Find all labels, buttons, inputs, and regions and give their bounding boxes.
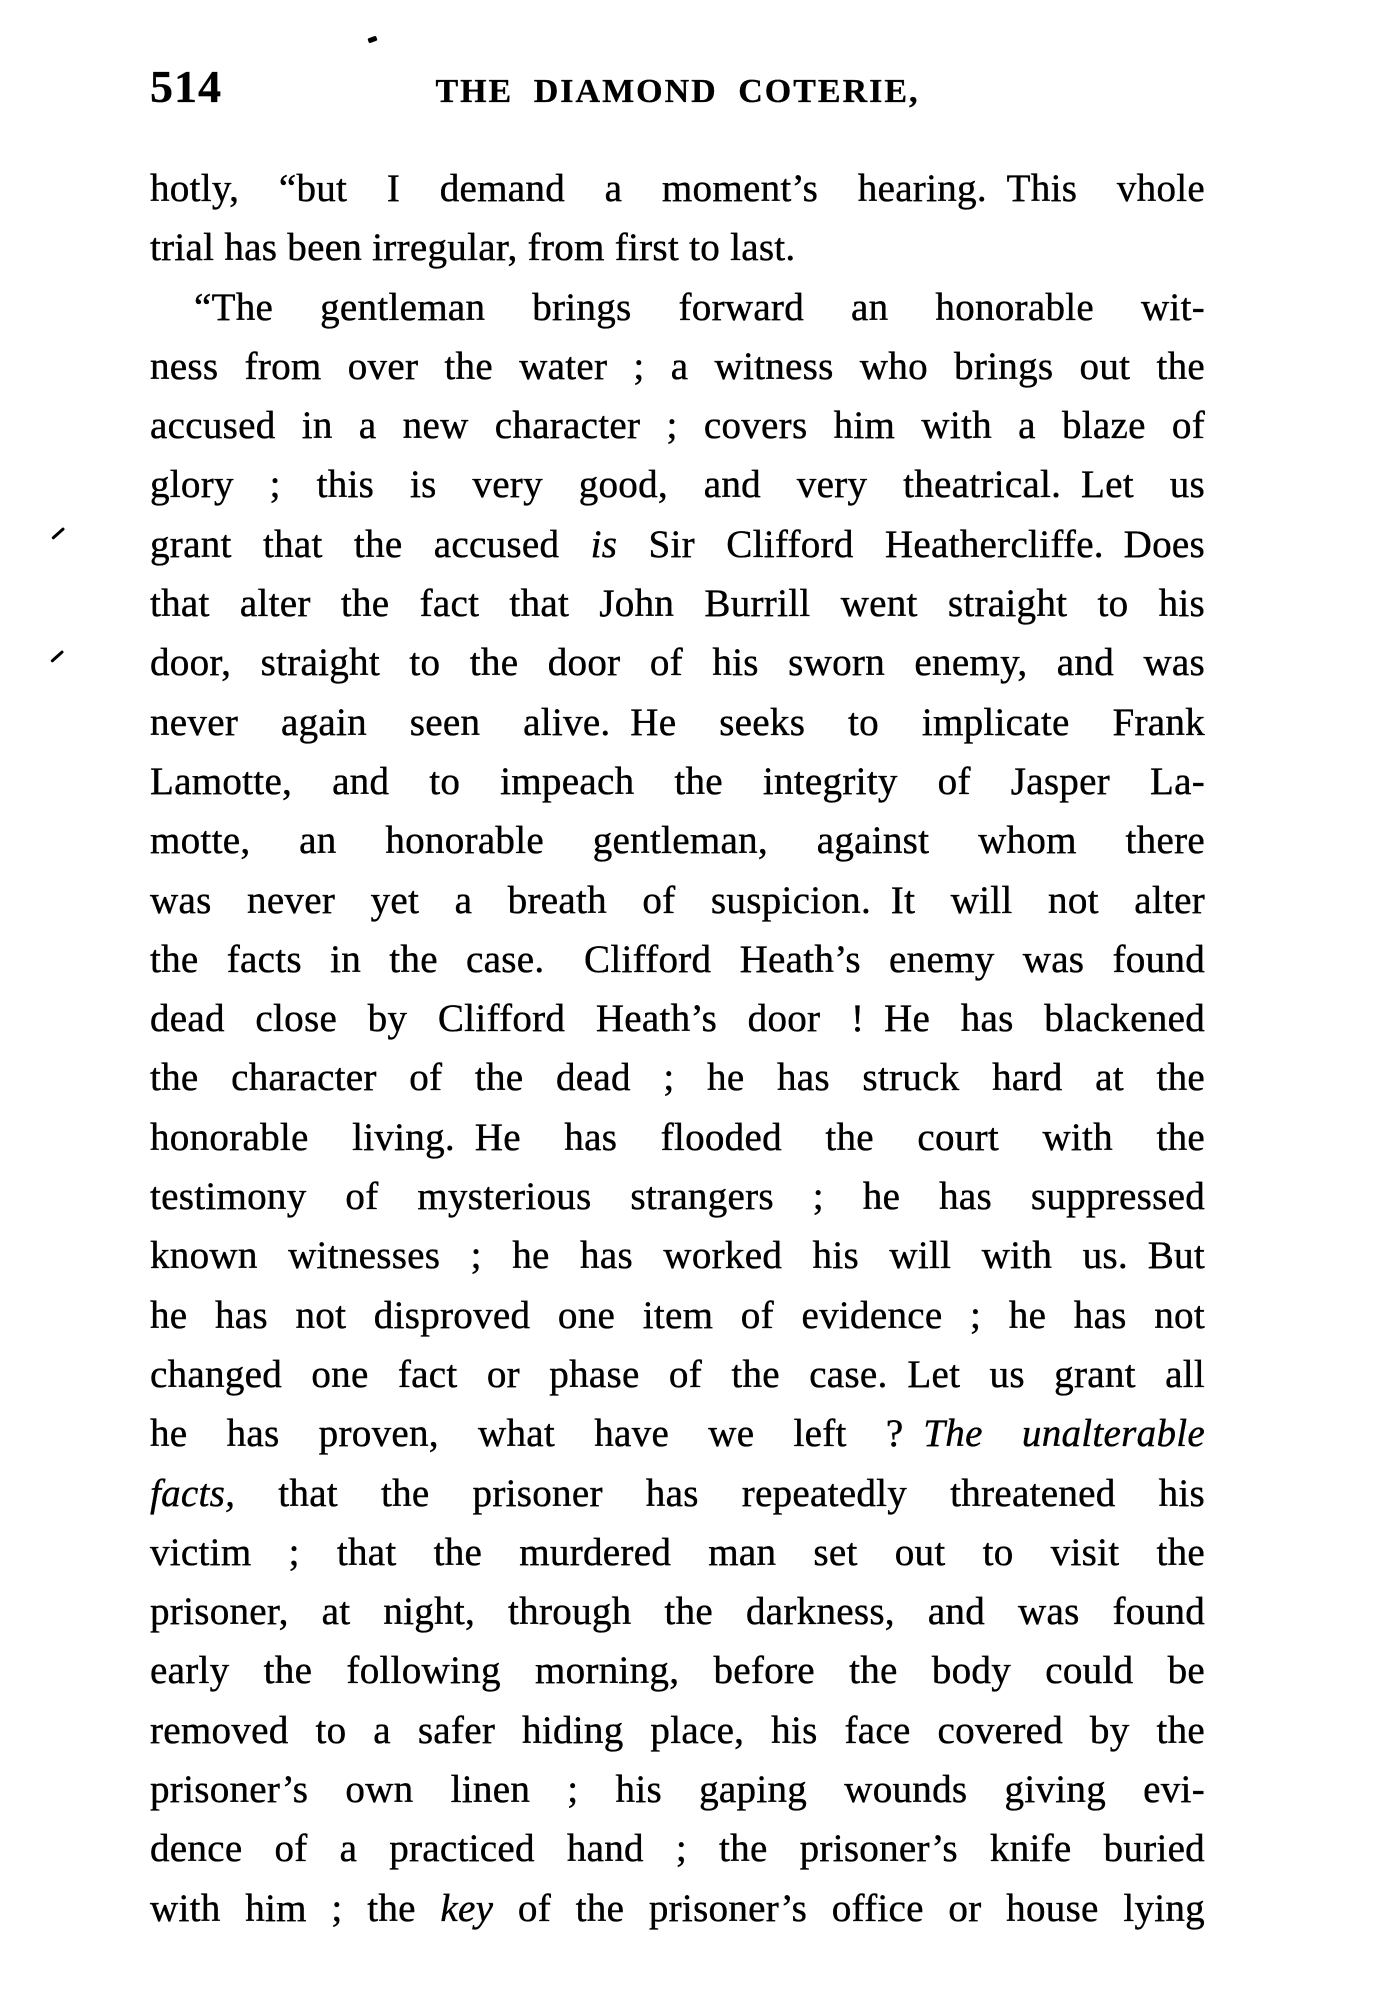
text-line xyxy=(150,1464,1205,1523)
text-segment: prisoner, at night, through the darkness, and was found xyxy=(150,1590,1205,1634)
text-segment: Lamotte, and to impeach the integrity of Jasper La- xyxy=(150,759,1205,803)
running-head: THE DIAMOND COTERIE, xyxy=(435,73,920,110)
text-line xyxy=(150,1819,1205,1878)
italic-text-segment: is xyxy=(590,522,618,566)
text-segment: of the prisoner’s office or house lying xyxy=(493,1886,1205,1930)
text-segment: known witnesses ; he has worked his will with us. But xyxy=(150,1234,1205,1278)
text-line xyxy=(150,1701,1205,1760)
text-line xyxy=(150,633,1205,692)
text-segment: the facts in the case. Clifford Heath’s enemy was found xyxy=(150,937,1205,981)
text-segment: dence of a practiced hand ; the prisoner’s knife buried xyxy=(150,1827,1205,1871)
text-segment: door, straight to the door of his sworn enemy, and was xyxy=(150,641,1205,685)
italic-text-segment: key xyxy=(440,1886,494,1930)
ink-speck-artifact xyxy=(367,36,377,44)
text-segment: grant that the accused xyxy=(150,522,591,566)
text-segment: that alter the fact that John Burrill went straight to his xyxy=(150,582,1205,626)
text-line xyxy=(150,1226,1205,1285)
text-segment: hotly, “but I demand a moment’s hearing. This vhole xyxy=(150,167,1205,210)
text-segment: victim ; that the murdered man set out to visit the xyxy=(150,1530,1205,1574)
text-line xyxy=(150,1641,1205,1700)
text-segment: never again seen alive. He seeks to implicate Frank xyxy=(150,700,1205,744)
text-segment: he has proven, what have we left ? xyxy=(150,1412,924,1456)
text-line xyxy=(150,574,1205,633)
text-line xyxy=(150,278,1205,337)
text-line xyxy=(150,1760,1205,1819)
text-line xyxy=(150,515,1205,574)
text-segment: testimony of mysterious strangers ; he has suppressed xyxy=(150,1175,1205,1219)
text-segment: prisoner’s own linen ; his gaping wounds giving evi- xyxy=(150,1768,1205,1812)
page-number: 514 xyxy=(150,61,222,112)
text-line xyxy=(150,1345,1205,1404)
text-segment: “The gentleman brings forward an honorable wit- xyxy=(194,285,1205,329)
text-line xyxy=(150,1108,1205,1167)
text-line xyxy=(150,1167,1205,1226)
text-segment: Sir Clifford Heathercliffe. Does xyxy=(617,522,1206,566)
text-line xyxy=(150,811,1205,870)
italic-text-segment: The unalterable xyxy=(923,1412,1205,1456)
text-line xyxy=(150,871,1205,930)
text-segment: removed to a safer hiding place, his face covered by the xyxy=(150,1708,1205,1752)
text-segment: early the following morning, before the body could be xyxy=(150,1649,1205,1693)
margin-tick-artifact-lower xyxy=(50,650,64,663)
text-line xyxy=(150,337,1205,396)
text-segment: he has not disproved one item of evidence ; he has not xyxy=(150,1293,1205,1337)
text-line xyxy=(150,752,1205,811)
text-segment: honorable living. He has flooded the court with the xyxy=(150,1115,1205,1159)
text-segment: changed one fact or phase of the case. Let us grant all xyxy=(150,1352,1205,1396)
text-line xyxy=(150,693,1205,752)
text-line xyxy=(150,1582,1205,1641)
text-segment: motte, an honorable gentleman, against whom there xyxy=(150,819,1205,863)
text-line xyxy=(150,1286,1205,1345)
page-body xyxy=(150,159,1205,1938)
text-segment: trial has been irregular, from first to last. xyxy=(150,226,796,270)
text-line xyxy=(150,455,1205,514)
text-line xyxy=(150,1404,1205,1463)
text-line xyxy=(150,989,1205,1048)
margin-tick-artifact-upper xyxy=(51,527,65,540)
text-line xyxy=(150,1523,1205,1582)
text-line xyxy=(150,218,1205,277)
text-segment: accused in a new character ; covers him with a blaze of xyxy=(150,404,1205,448)
text-line xyxy=(150,930,1205,989)
text-line xyxy=(150,1048,1205,1107)
text-segment: that the prisoner has repeatedly threatened his xyxy=(235,1471,1205,1515)
text-line xyxy=(150,396,1205,455)
text-segment: ness from over the water ; a witness who brings out the xyxy=(150,344,1205,388)
text-segment: with him ; the xyxy=(150,1886,441,1930)
italic-text-segment: facts, xyxy=(150,1471,236,1515)
text-segment: the character of the dead ; he has struck hard at the xyxy=(150,1056,1205,1100)
text-line xyxy=(150,1879,1205,1938)
text-segment: dead close by Clifford Heath’s door ! He has blackened xyxy=(150,997,1205,1041)
text-segment: glory ; this is very good, and very theatrical. Let us xyxy=(150,463,1205,507)
text-segment: was never yet a breath of suspicion. It will not alter xyxy=(150,878,1205,922)
text-line xyxy=(150,159,1205,218)
